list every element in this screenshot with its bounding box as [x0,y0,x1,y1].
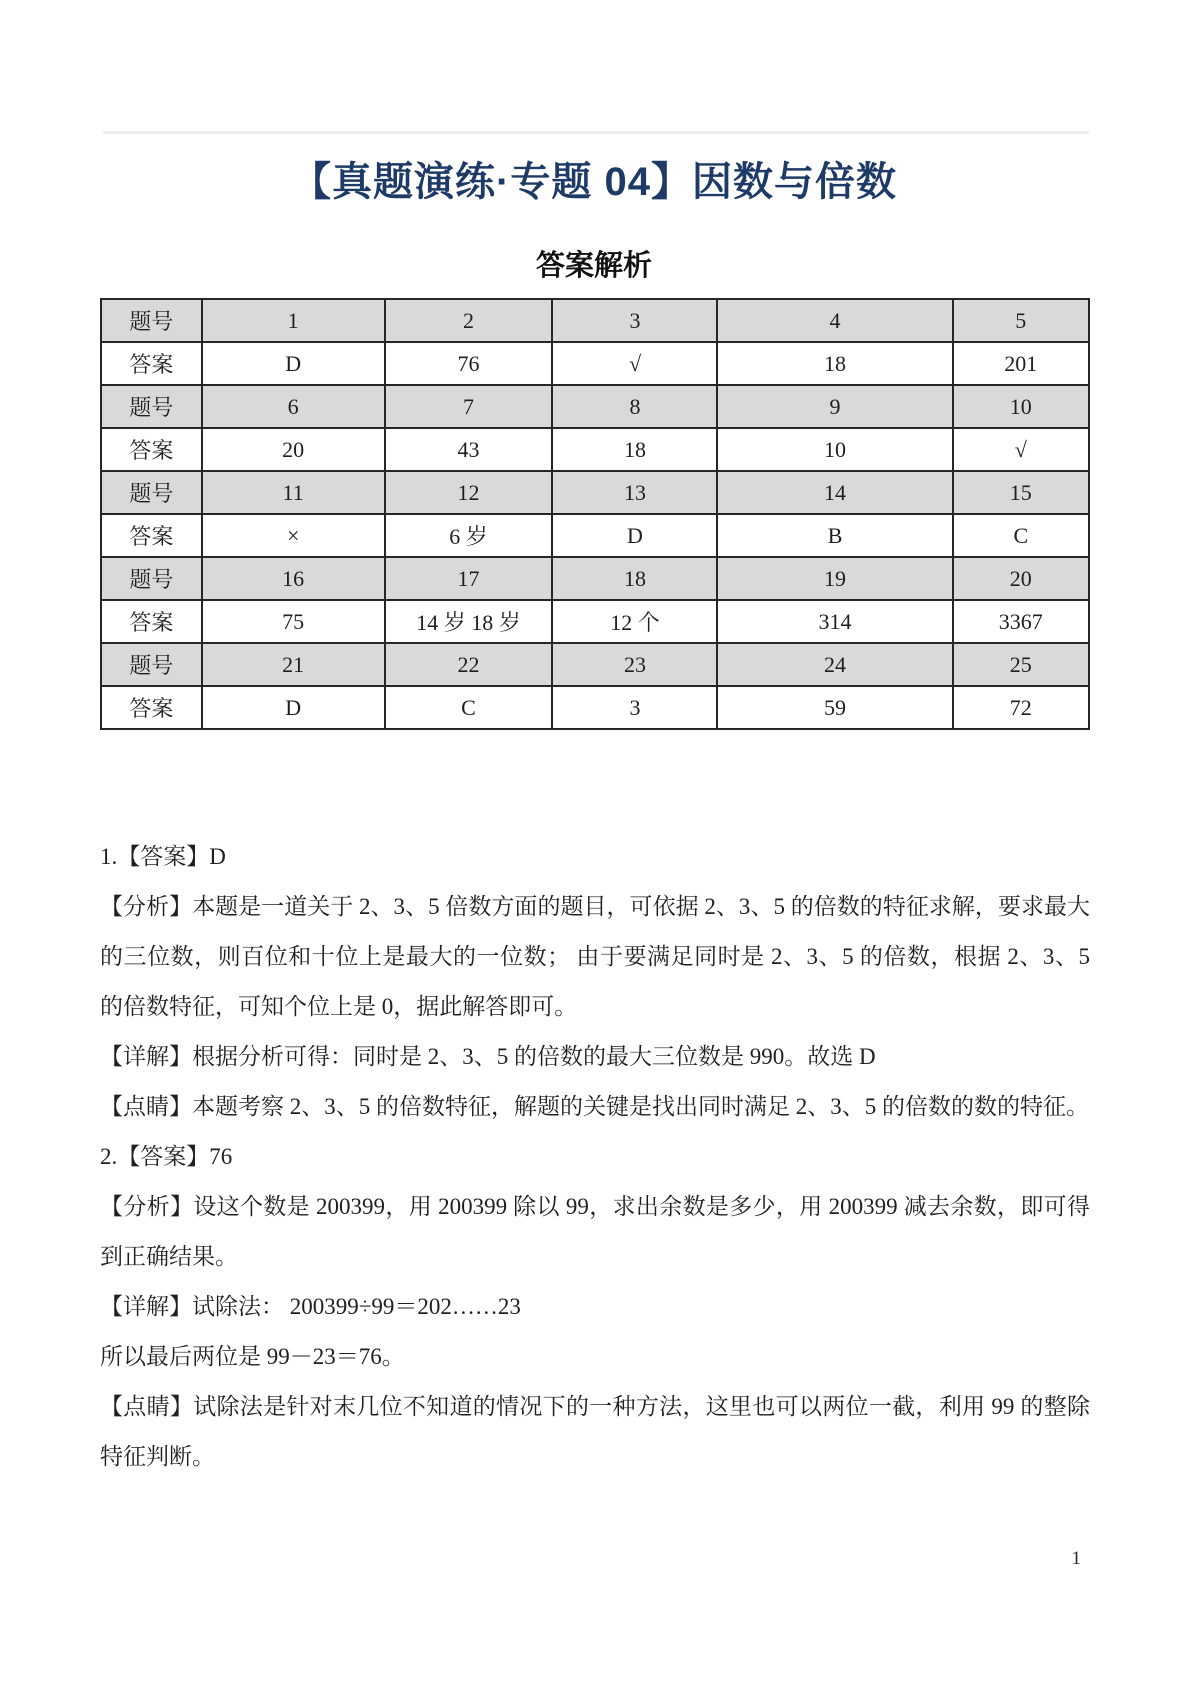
answer-cell: B [717,514,952,557]
question-number-cell: 6 [202,385,385,428]
question-number-cell: 2 [385,299,553,342]
answer-row [101,514,1089,557]
section-subtitle: 答案解析 [535,250,652,282]
question-number-cell: 18 [552,557,717,600]
explanation-paragraph-q1-note: 【点睛】本题考察 2、3、5 的倍数特征，解题的关键是找出同时满足 2、3、5 的倍数的数的特征。 [100,1094,1089,1119]
question-number-cell: 20 [953,557,1089,600]
question-number-cell: 1 [202,299,385,342]
header-divider [103,131,1089,134]
answer-cell: √ [552,342,717,385]
explanation-paragraph-q2-answer: 2.【答案】76 [100,1144,233,1169]
explanation-paragraph-q1-answer: 1.【答案】D [100,844,226,869]
answer-cell: 76 [385,342,553,385]
row-label-cell: 题号 [101,385,202,428]
explanation-paragraph-q1-detail: 【详解】根据分析可得：同时是 2、3、5 的倍数的最大三位数是 990。故选 D [100,1044,876,1069]
question-number-cell: 5 [953,299,1089,342]
question-number-row [101,471,1089,514]
row-label-cell: 答案 [101,428,202,471]
question-number-cell: 9 [717,385,952,428]
question-number-cell: 17 [385,557,553,600]
question-number-cell: 11 [202,471,385,514]
answer-cell: 201 [953,342,1089,385]
question-number-cell: 12 [385,471,553,514]
question-number-cell: 21 [202,643,385,686]
question-number-row [101,557,1089,600]
explanation-paragraph-q1-analysis: 【分析】本题是一道关于 2、3、5 倍数方面的题目，可依据 2、3、5 的倍数的特征求解，要求最大的三位数，则百位和十位上是最大的一位数； 由于要满足同时是 2、3、5 的倍数，根据 2、3、5 的倍数特征，可知个位上是 0，据此解答即可。 [100,894,1090,1019]
row-label-cell: 答案 [101,600,202,643]
row-label-cell: 答案 [101,514,202,557]
question-number-cell: 24 [717,643,952,686]
row-label-cell: 题号 [101,299,202,342]
question-number-row [101,643,1089,686]
row-label-cell: 题号 [101,557,202,600]
question-number-cell: 25 [953,643,1089,686]
question-number-cell: 14 [717,471,952,514]
explanation-paragraph-q2-detail: 【详解】试除法： 200399÷99＝202……23 [100,1294,521,1319]
answer-cell: 314 [717,600,952,643]
answer-row [101,428,1089,471]
question-number-cell: 8 [552,385,717,428]
question-number-cell: 4 [717,299,952,342]
explanation-section [100,832,1090,1482]
question-number-cell: 7 [385,385,553,428]
answer-cell: D [202,342,385,385]
question-number-cell: 16 [202,557,385,600]
answer-cell: 14 岁 18 岁 [385,600,553,643]
answer-cell: C [953,514,1089,557]
question-number-cell: 22 [385,643,553,686]
question-number-row [101,385,1089,428]
answer-cell: 12 个 [552,600,717,643]
answer-cell: 72 [953,686,1089,729]
answer-cell: D [202,686,385,729]
row-label-cell: 答案 [101,686,202,729]
page-title: 【真题演练·专题 04】因数与倍数 [291,160,897,204]
row-label-cell: 题号 [101,471,202,514]
question-number-cell: 10 [953,385,1089,428]
answer-cell: 43 [385,428,553,471]
question-number-cell: 19 [717,557,952,600]
page-number: 1 [1071,1548,1081,1569]
answer-cell: 3367 [953,600,1089,643]
answer-cell: 59 [717,686,952,729]
explanation-paragraph-q2-analysis: 【分析】设这个数是 200399，用 200399 除以 99，求出余数是多少，用 200399 减去余数，即可得到正确结果。 [100,1194,1090,1269]
question-number-row [101,299,1089,342]
answer-key-table [100,298,1090,730]
answer-cell: 75 [202,600,385,643]
answer-row [101,686,1089,729]
row-label-cell: 题号 [101,643,202,686]
question-number-cell: 13 [552,471,717,514]
answer-cell: 3 [552,686,717,729]
answer-cell: × [202,514,385,557]
answer-cell: 10 [717,428,952,471]
answer-cell: 6 岁 [385,514,553,557]
answer-cell: C [385,686,553,729]
answer-cell: D [552,514,717,557]
answer-row [101,342,1089,385]
explanation-paragraph-q2-note: 【点睛】试除法是针对末几位不知道的情况下的一种方法，这里也可以两位一截，利用 99 的整除特征判断。 [100,1394,1090,1469]
answer-cell: 20 [202,428,385,471]
answer-cell: 18 [717,342,952,385]
answer-cell: √ [953,428,1089,471]
explanation-paragraph-q2-result: 所以最后两位是 99－23＝76。 [100,1344,405,1369]
question-number-cell: 15 [953,471,1089,514]
question-number-cell: 23 [552,643,717,686]
answer-cell: 18 [552,428,717,471]
answer-row [101,600,1089,643]
question-number-cell: 3 [552,299,717,342]
row-label-cell: 答案 [101,342,202,385]
